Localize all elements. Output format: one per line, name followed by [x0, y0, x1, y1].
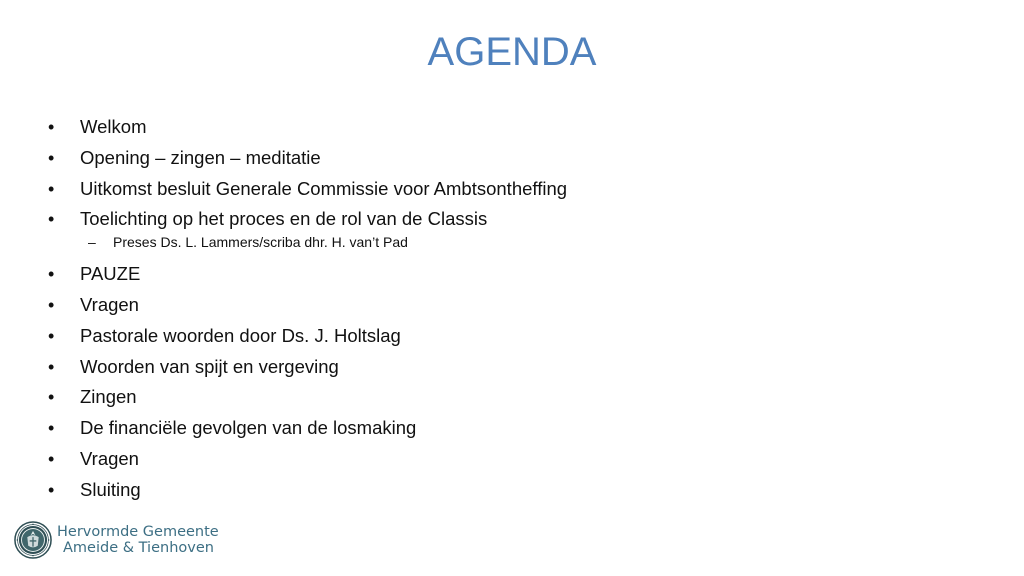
agenda-item-sluiting [48, 475, 988, 506]
agenda-item-vragen-2 [48, 444, 988, 475]
bullet: • [48, 294, 55, 315]
agenda-item-label: Sluiting [80, 478, 141, 500]
agenda-item-toelichting [48, 204, 988, 235]
agenda-item-label: Vragen [80, 293, 139, 315]
bullet: • [48, 448, 55, 469]
bullet: • [48, 209, 55, 230]
logo-line-2: Ameide & Tienhoven [63, 540, 214, 556]
slide-title: AGENDA [427, 30, 597, 74]
bullet: • [48, 178, 55, 199]
bullet: • [48, 418, 55, 439]
agenda-item-label: Welkom [80, 116, 147, 137]
agenda-item-label: Pastorale woorden door Ds. J. Holtslag [80, 324, 401, 346]
agenda-item-label: Zingen [80, 386, 137, 408]
logo-text [57, 524, 219, 556]
agenda-item-label: Vragen [80, 447, 139, 469]
agenda-item-label: Woorden van spijt en vergeving [80, 355, 339, 377]
agenda-subitem-preses [48, 232, 988, 256]
bullet: • [48, 479, 55, 500]
agenda-item-pauze [48, 259, 988, 290]
agenda-item-woorden [48, 352, 988, 383]
church-logo [14, 519, 219, 561]
agenda-subitem-label: Preses Ds. L. Lammers/scriba dhr. H. van’t Pad [113, 234, 408, 251]
agenda-item-label: Opening – zingen – meditatie [80, 146, 321, 168]
agenda-item-label: PAUZE [80, 263, 141, 285]
sub-bullet: – [88, 234, 96, 251]
agenda-item-welkom [48, 112, 988, 143]
bullet: • [48, 264, 55, 285]
church-seal-icon [14, 521, 52, 559]
bullet: • [48, 356, 55, 377]
bullet: • [48, 325, 55, 346]
bullet: • [48, 117, 55, 137]
agenda-item-zingen [48, 382, 988, 413]
agenda-item-label: Uitkomst besluit Generale Commissie voor Ambtsontheffing [80, 177, 568, 199]
agenda-item-pastorale [48, 321, 988, 352]
agenda-list [48, 112, 988, 506]
bullet: • [48, 147, 55, 168]
agenda-item-opening [48, 143, 988, 174]
bullet: • [48, 387, 55, 408]
agenda-item-label: Toelichting op het proces en de rol van de Classis [80, 208, 488, 230]
agenda-item-vragen [48, 290, 988, 321]
agenda-item-label: De financiële gevolgen van de losmaking [80, 417, 417, 439]
logo-line-1: Hervormde Gemeente [57, 524, 219, 540]
agenda-item-uitkomst [48, 174, 988, 205]
agenda-item-financieel [48, 413, 988, 444]
